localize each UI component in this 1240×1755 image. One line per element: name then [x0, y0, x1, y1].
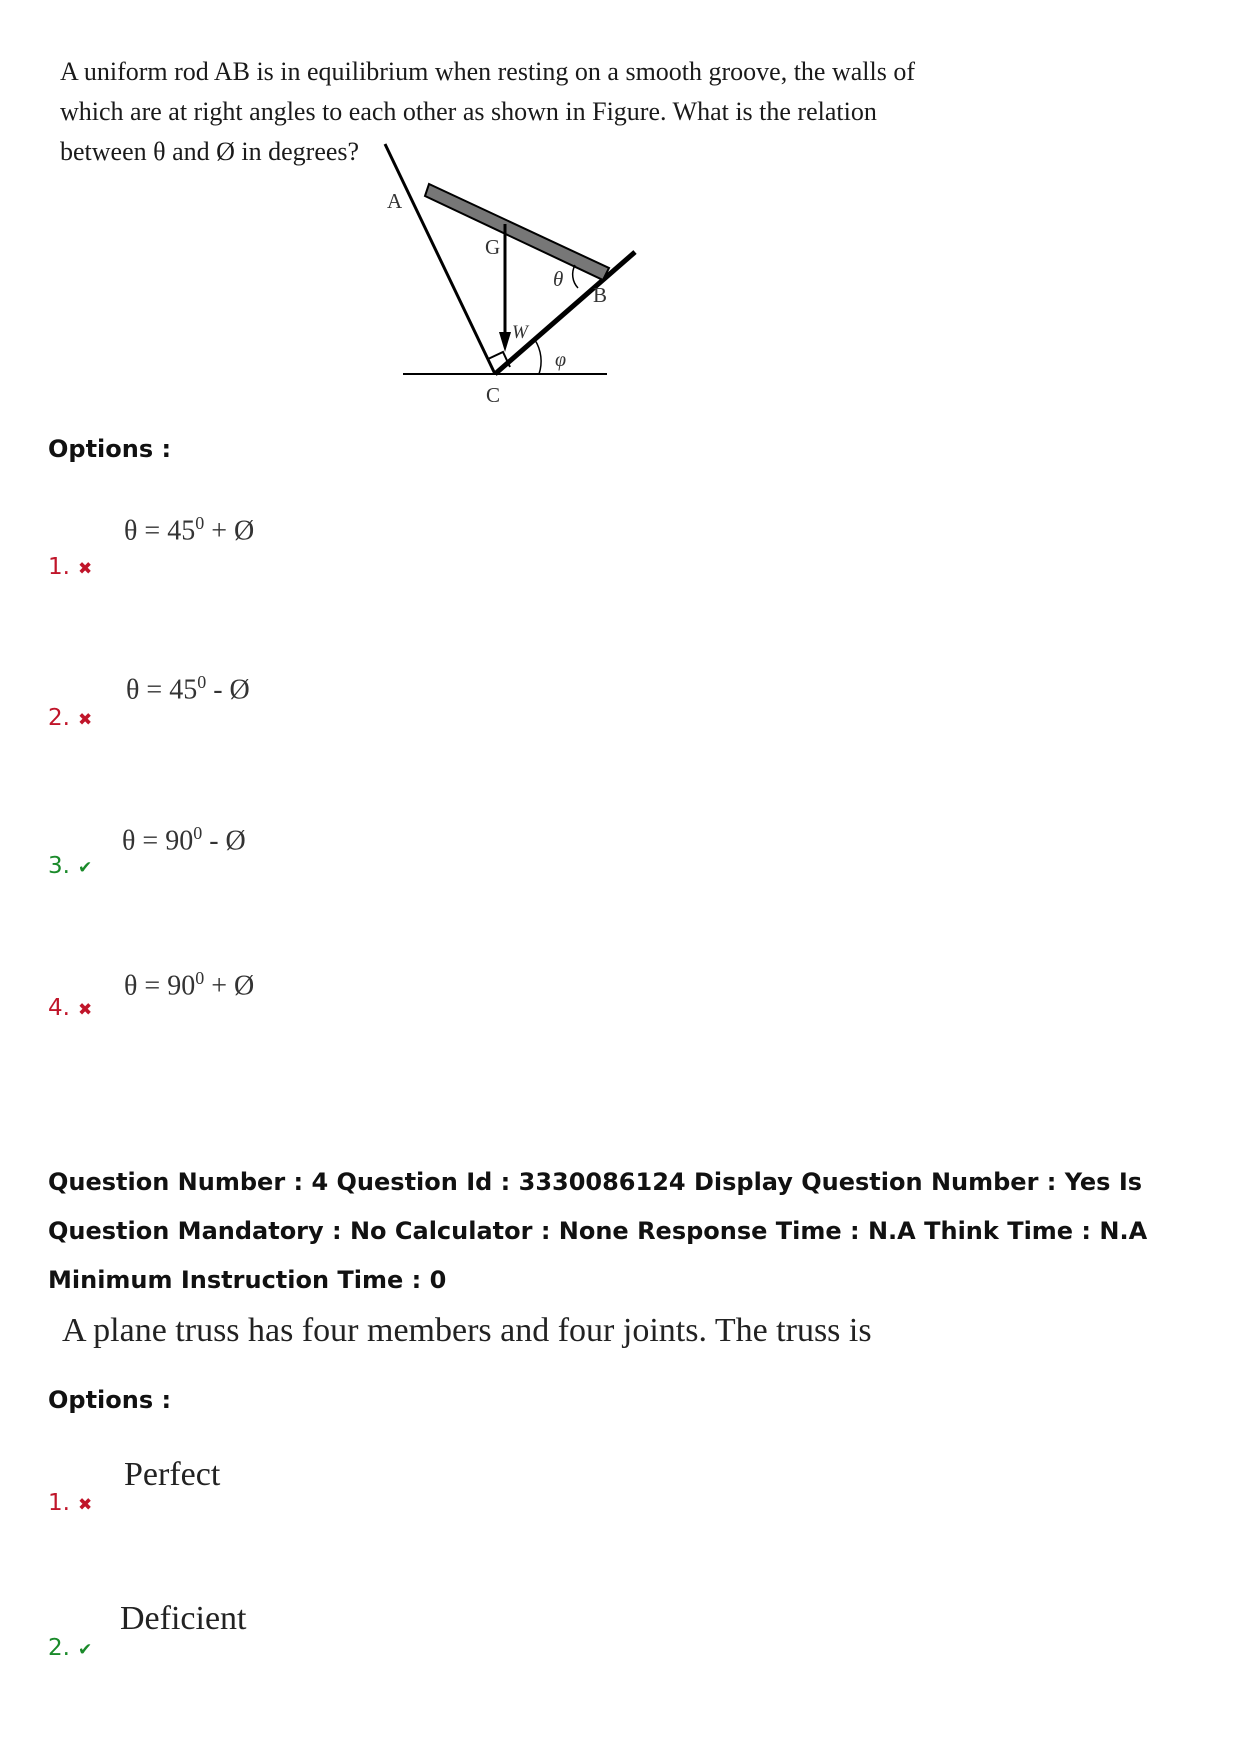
label-a: A	[387, 189, 403, 213]
label-c: C	[486, 383, 501, 407]
option-2-number[interactable]: 2. ✔	[48, 1635, 93, 1661]
option-2-formula: $\theta = 45^0$ - Ø	[126, 672, 250, 706]
wrong-mark-icon: ✖	[77, 1495, 93, 1515]
label-w: W	[512, 322, 528, 343]
label-phi: φ	[555, 349, 567, 371]
wrong-mark-icon: ✖	[77, 559, 93, 579]
label-b: B	[593, 283, 608, 307]
rod-ab	[425, 184, 609, 280]
wrong-mark-icon: ✖	[77, 710, 93, 730]
label-g: G	[485, 235, 501, 259]
question-text: A uniform rod AB is in equilibrium when resting on a smooth groove, the walls of which are at right angles to each other as shown in Figure. What is the relation between θ and Ø in degrees?	[60, 57, 916, 166]
option-4-formula: $\theta = 90^0$ + Ø	[124, 968, 255, 1002]
question-meta: Question Number : 4 Question Id : 3330086124 Display Question Number : Yes Is Question Mandatory : No Calculator : None Response Time : N.A Think Time : N.A Minimum Instruction Time : 0	[48, 1168, 1148, 1294]
options-label: Options :	[48, 1386, 172, 1414]
rod-groove-figure	[387, 152, 655, 412]
option-3-number[interactable]: 3. ✔	[48, 853, 93, 879]
weight-arrow-head	[499, 332, 511, 352]
option-1-label: Perfect	[124, 1456, 221, 1493]
label-theta: θ	[553, 267, 564, 291]
correct-check-icon: ✔	[77, 858, 93, 878]
option-2-label: Deficient	[120, 1600, 247, 1637]
option-2-number[interactable]: 2. ✖	[48, 705, 93, 731]
phi-arc	[535, 340, 541, 374]
wrong-mark-icon: ✖	[77, 1000, 93, 1020]
option-1-formula: $\theta = 45^0$ + Ø	[124, 513, 255, 547]
options-label: Options :	[48, 435, 172, 463]
question-text: A plane truss has four members and four joints. The truss is	[62, 1312, 872, 1349]
groove-wall-left	[385, 144, 495, 374]
option-3-formula: $\theta = 90^0$ - Ø	[122, 823, 246, 857]
option-1-number[interactable]: 1. ✖	[48, 1490, 93, 1516]
option-1-number[interactable]: 1. ✖	[48, 554, 93, 580]
correct-check-icon: ✔	[77, 1640, 93, 1660]
option-4-number[interactable]: 4. ✖	[48, 995, 93, 1021]
